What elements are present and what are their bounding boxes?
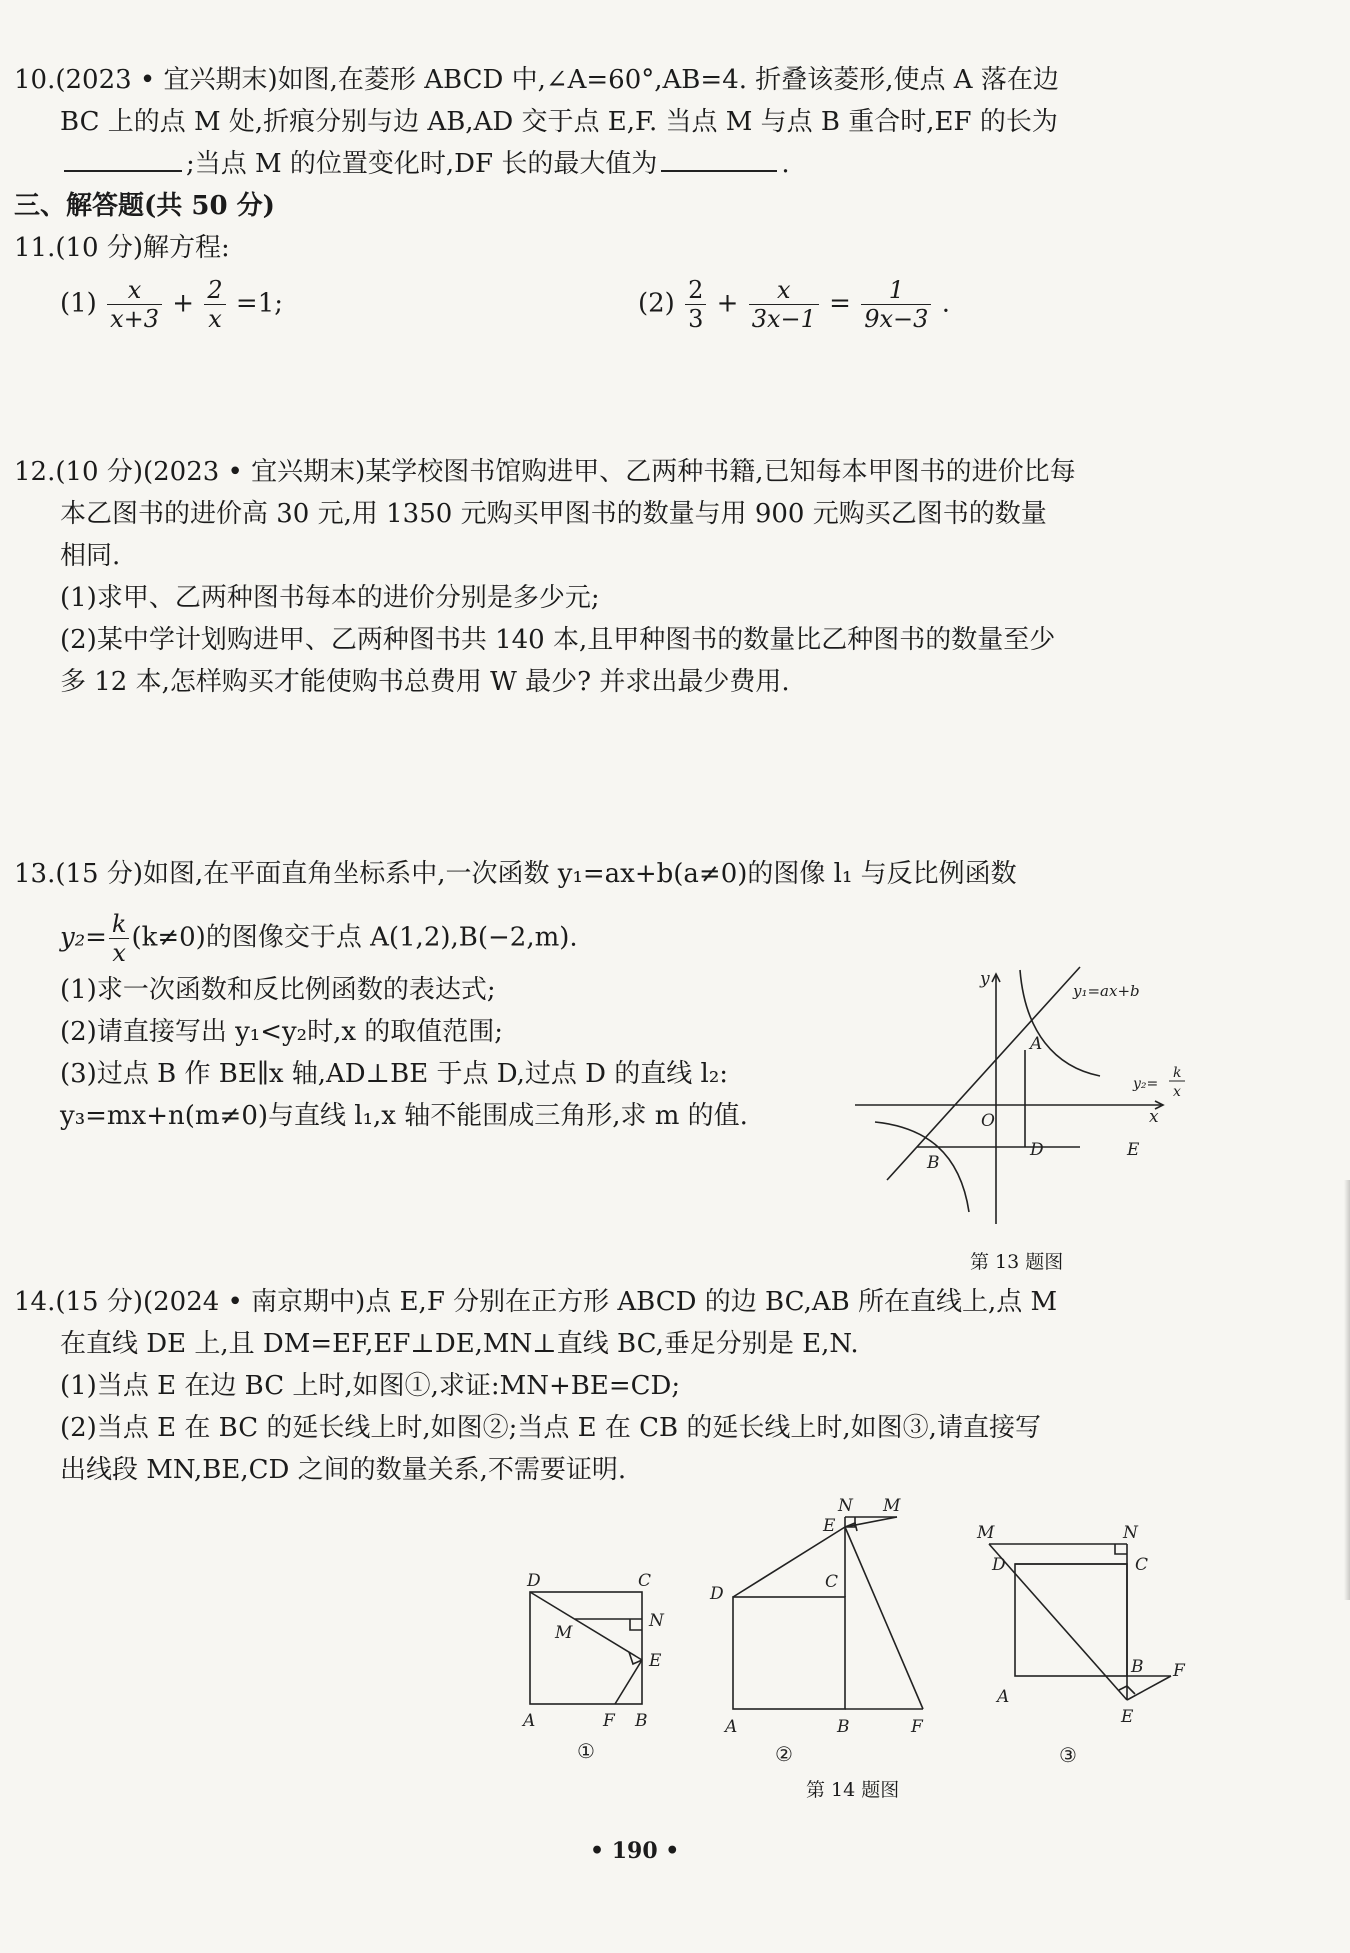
label-l1-equation: y₁=ax+b xyxy=(1073,982,1140,1000)
q13-line-5: (3)过点 B 作 BE∥x 轴,AD⊥BE 于点 D,过点 D 的直线 l₂: xyxy=(60,1059,729,1089)
equals-sign: = xyxy=(829,288,851,319)
label-n: N xyxy=(1123,1523,1138,1543)
label-n: N xyxy=(649,1611,664,1631)
equation-tail: =1; xyxy=(235,288,283,319)
q14-line-5: 出线段 MN,BE,CD 之间的数量关系,不需要证明. xyxy=(60,1455,627,1485)
denominator: 3x−1 xyxy=(751,305,816,333)
denominator: x+3 xyxy=(110,305,160,333)
plus-sign: + xyxy=(716,288,739,319)
q13-y2-prefix: y₂= xyxy=(60,922,107,953)
plus-sign: + xyxy=(172,288,195,319)
q12-line-6: 多 12 本,怎样购买才能使购书总费用 W 最少? 并求出最少费用. xyxy=(60,667,790,697)
q11-part-2-label: (2) xyxy=(638,288,675,319)
segment-ef xyxy=(845,1527,923,1709)
numerator: 1 xyxy=(861,276,931,305)
numerator: k xyxy=(109,910,130,939)
segment-me xyxy=(845,1517,897,1527)
q14-figure-3 xyxy=(975,1510,1205,1770)
q10-line-3-end: . xyxy=(781,149,790,179)
right-angle-mark xyxy=(630,1619,642,1630)
denominator: 3 xyxy=(688,305,704,333)
numerator: 2 xyxy=(685,276,706,305)
segment-ef xyxy=(615,1660,642,1704)
q13-figure xyxy=(855,962,1195,1247)
denominator: x xyxy=(208,305,222,333)
answer-blank-1 xyxy=(64,148,182,172)
label-e: E xyxy=(1121,1707,1134,1727)
figure-number: ② xyxy=(775,1742,793,1766)
label-c: C xyxy=(1135,1555,1149,1575)
label-m: M xyxy=(977,1523,995,1543)
figure-number: ① xyxy=(577,1739,595,1763)
q13-line-3: (1)求一次函数和反比例函数的表达式; xyxy=(60,975,496,1005)
line-l1 xyxy=(887,967,1080,1180)
q12-line-3: 相同. xyxy=(60,541,121,571)
q12-line-5: (2)某中学计划购进甲、乙两种图书共 140 本,且甲种图书的数量比乙种图书的数量至少 xyxy=(60,625,1056,655)
label-f: F xyxy=(603,1711,615,1731)
segment-de xyxy=(530,1592,642,1660)
segment-ef xyxy=(1127,1676,1171,1700)
q13-caption: 第 13 题图 xyxy=(970,1251,1064,1273)
label-d: D xyxy=(1030,1140,1044,1160)
label-b: B xyxy=(635,1711,648,1731)
label-e: E xyxy=(1127,1140,1140,1160)
q11-part-1 xyxy=(60,276,283,333)
q14-line-1: 14.(15 分)(2024 • 南京期中)点 E,F 分别在正方形 ABCD 的边 BC,AB 所在直线上,点 M xyxy=(14,1287,1058,1317)
square-abcd xyxy=(1015,1564,1127,1676)
q14-line-2: 在直线 DE 上,且 DM=EF,EF⊥DE,MN⊥直线 BC,垂足分别是 E,N. xyxy=(60,1329,859,1359)
label-y2-denominator: x xyxy=(1173,1084,1181,1100)
page-edge-shadow xyxy=(1344,1180,1350,1600)
label-c: C xyxy=(825,1572,839,1592)
q12-line-1: 12.(10 分)(2023 • 宜兴期末)某学校图书馆购进甲、乙两种书籍,已知每本甲图书的进价比每 xyxy=(14,457,1076,487)
label-a: A xyxy=(725,1717,738,1737)
q10-line-3-text: ;当点 M 的位置变化时,DF 长的最大值为 xyxy=(186,149,658,179)
fraction xyxy=(685,276,706,333)
label-c: C xyxy=(638,1571,652,1591)
label-d: D xyxy=(992,1555,1006,1575)
label-m: M xyxy=(555,1623,573,1643)
denominator: 9x−3 xyxy=(864,305,929,333)
label-d: D xyxy=(710,1584,724,1604)
label-b: B xyxy=(1131,1657,1144,1677)
q12-line-4: (1)求甲、乙两种图书每本的进价分别是多少元; xyxy=(60,583,600,613)
fraction xyxy=(861,276,931,333)
fraction xyxy=(749,276,819,333)
page-number: • 190 • xyxy=(590,1838,680,1864)
q10-line-3 xyxy=(60,146,790,182)
label-f: F xyxy=(911,1717,923,1737)
right-angle-mark xyxy=(1115,1544,1127,1554)
q14-caption: 第 14 题图 xyxy=(806,1779,900,1801)
q10-line-2: BC 上的点 M 处,折痕分别与边 AB,AD 交于点 E,F. 当点 M 与点 B 重合时,EF 的长为 xyxy=(60,107,1058,137)
q13-line-6: y₃=mx+n(m≠0)与直线 l₁,x 轴不能围成三角形,求 m 的值. xyxy=(60,1101,748,1131)
label-origin: O xyxy=(981,1111,995,1131)
label-m: M xyxy=(883,1496,901,1516)
section-title: 三、解答题(共 50 分) xyxy=(14,191,275,221)
label-y: y xyxy=(980,969,990,989)
q14-figure-1 xyxy=(515,1570,675,1770)
label-e: E xyxy=(649,1651,662,1671)
label-e: E xyxy=(823,1516,836,1536)
q13-line-1: 13.(15 分)如图,在平面直角坐标系中,一次函数 y₁=ax+b(a≠0)的图像 l₁ 与反比例函数 xyxy=(14,859,1017,889)
q14-line-3: (1)当点 E 在边 BC 上时,如图①,求证:MN+BE=CD; xyxy=(60,1371,681,1401)
q10-line-1: 10.(2023 • 宜兴期末)如图,在菱形 ABCD 中,∠A=60°,AB=4. 折叠该菱形,使点 A 落在边 xyxy=(14,65,1059,95)
square-abcd xyxy=(733,1597,845,1709)
answer-blank-2 xyxy=(661,148,777,172)
label-d: D xyxy=(527,1571,541,1591)
label-a: A xyxy=(523,1711,536,1731)
label-a: A xyxy=(1030,1034,1043,1054)
q13-line-4: (2)请直接写出 y₁<y₂时,x 的取值范围; xyxy=(60,1017,504,1047)
q13-line-2 xyxy=(60,910,578,967)
numerator: 2 xyxy=(204,276,225,305)
label-y2-prefix: y₂= xyxy=(1133,1076,1159,1092)
figure-number: ③ xyxy=(1059,1743,1077,1767)
label-b: B xyxy=(927,1153,940,1173)
numerator: x xyxy=(107,276,162,305)
label-x: x xyxy=(1149,1107,1159,1127)
label-a: A xyxy=(997,1687,1010,1707)
hyperbola-branch-2 xyxy=(875,1122,969,1212)
fraction xyxy=(204,276,225,333)
fraction xyxy=(109,910,130,967)
q11-part-1-label: (1) xyxy=(60,288,97,319)
label-n: N xyxy=(838,1496,853,1516)
label-f: F xyxy=(1173,1661,1185,1681)
q12-line-2: 本乙图书的进价高 30 元,用 1350 元购买甲图书的数量与用 900 元购买乙图书的数量 xyxy=(60,499,1047,529)
label-y2-numerator: k xyxy=(1173,1065,1182,1081)
equation-tail: . xyxy=(941,288,950,319)
denominator: x xyxy=(112,939,126,967)
q11-part-2 xyxy=(638,276,950,333)
numerator: x xyxy=(749,276,819,305)
q11-title: 11.(10 分)解方程: xyxy=(14,233,230,263)
q13-line-2-text: (k≠0)的图像交于点 A(1,2),B(−2,m). xyxy=(131,922,578,953)
q14-figure-2 xyxy=(705,1495,945,1775)
label-b: B xyxy=(837,1717,850,1737)
fraction xyxy=(107,276,162,333)
q14-line-4: (2)当点 E 在 BC 的延长线上时,如图②;当点 E 在 CB 的延长线上时,如图③,请直接写 xyxy=(60,1413,1041,1443)
